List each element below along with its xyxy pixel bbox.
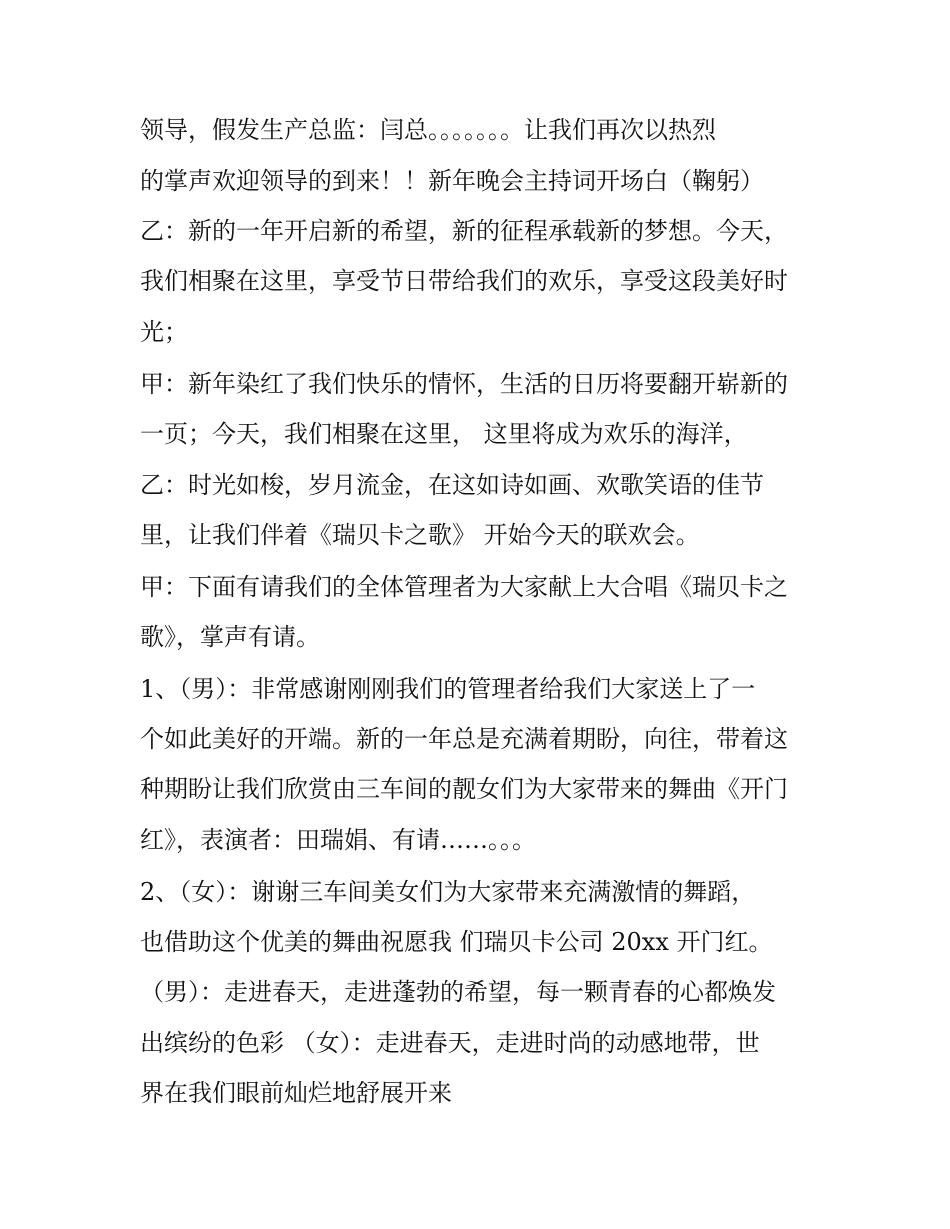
text-line-2: 的掌声欢迎领导的到来！！新年晚会主持词开场白（鞠躬） [140,167,764,195]
text-line-13: 个如此美好的开端。新的一年总是充满着期盼，向往，带着这 [140,725,788,753]
text-line-9: 里，让我们伴着《瑞贝卡之歌》 开始今天的联欢会。 [140,521,700,549]
text-line-10: 甲：下面有请我们的全体管理者为大家献上大合唱《瑞贝卡之 [140,573,788,601]
text-line-15: 红》，表演者：田瑞娟、有请……。。。 [140,826,536,854]
text-line-1: 领导，假发生产总监：闫总。。。。。。。让我们再次以热烈 [140,116,716,144]
text-line-19: 出缤纷的色彩 （女）：走进春天，走进时尚的动感地带，世 [140,1029,760,1057]
text-line-16: 2、（女）：谢谢三车间美女们为大家带来充满激情的舞蹈， [140,878,756,906]
text-line-4: 我们相聚在这里，享受节日带给我们的欢乐，享受这段美好时 [140,267,788,295]
text-line-3: 乙：新的一年开启新的希望，新的征程承载新的梦想。今天， [140,217,788,245]
text-line-17: 也借助这个优美的舞曲祝愿我 们瑞贝卡公司 20xx 开门红。 [140,928,773,956]
text-line-18: （男）：走进春天，走进蓬勃的希望，每一颗青春的心都焕发 [140,978,776,1006]
text-line-8: 乙：时光如梭，岁月流金，在这如诗如画、欢歌笑语的佳节 [140,471,764,499]
text-line-7: 一页；今天，我们相聚在这里， 这里将成为欢乐的海洋， [140,420,748,448]
text-line-11: 歌》，掌声有请。 [140,623,320,651]
text-line-6: 甲：新年染红了我们快乐的情怀，生活的日历将要翻开崭新的 [140,370,788,398]
text-line-5: 光； [140,318,188,346]
text-line-14: 种期盼让我们欣赏由三车间的靓女们为大家带来的舞曲《开门 [140,775,788,803]
text-line-20: 界在我们眼前灿烂地舒展开来 [140,1079,452,1107]
text-line-12: 1、（男）：非常感谢刚刚我们的管理者给我们大家送上了一 [140,675,756,703]
